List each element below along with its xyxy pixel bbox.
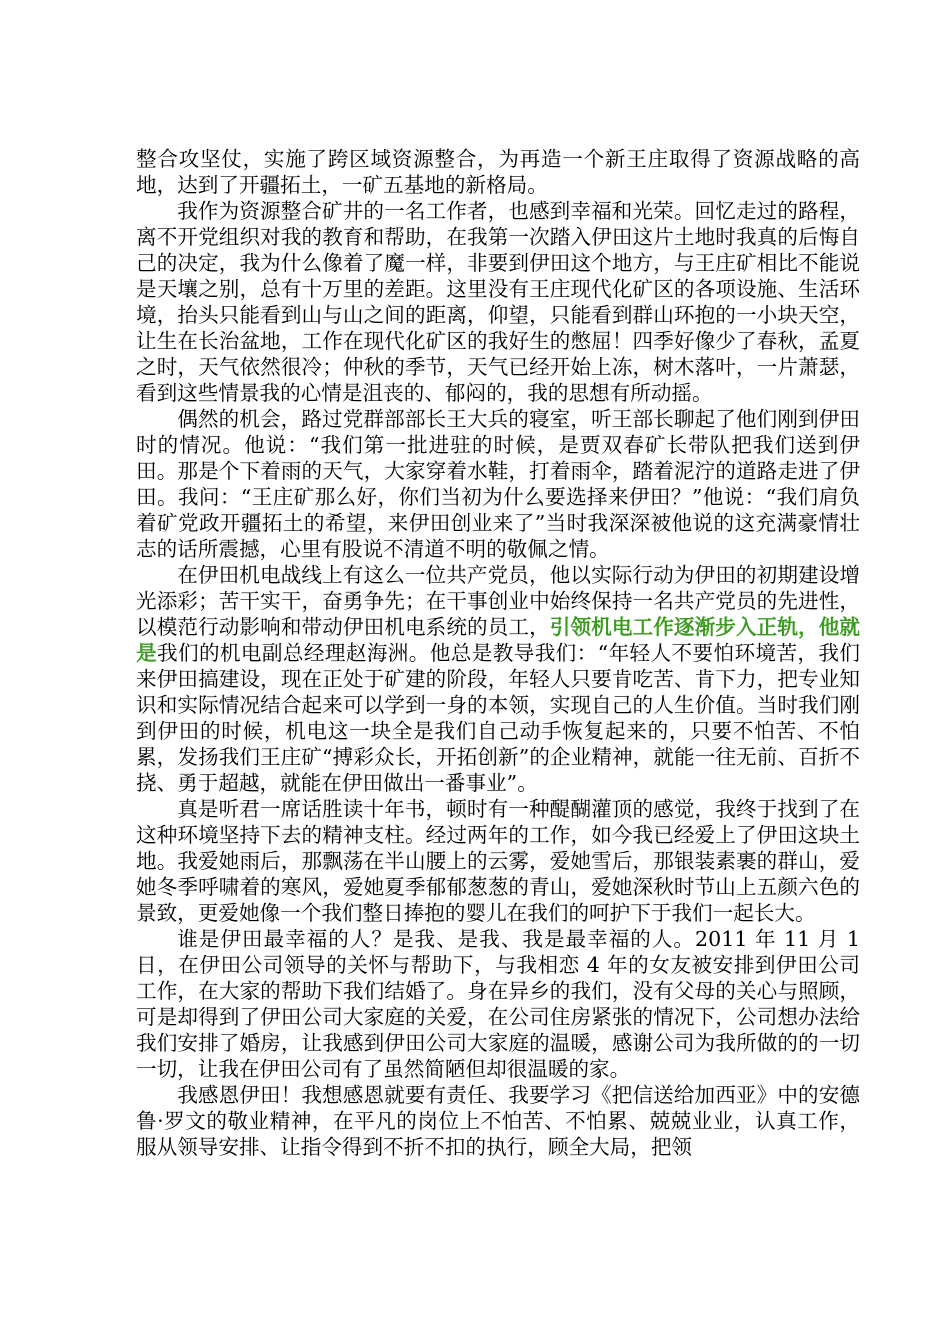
paragraph-5: 真是听君一席话胜读十年书，顿时有一种醍醐灌顶的感觉，我终于找到了在这种环境坚持下去的精神支柱。经过两年的工作，如今我已经爱上了伊田这块土地。我爱她雨后，那飘荡在半山腰上的云雾，爱她雪后，那银装素裹的群山，爱她冬季呼啸着的寒风，爱她夏季郁郁葱葱的青山，爱她深秋时节山上五颜六色的景致，更爱她像一个我们整日捧抱的婴儿在我们的呵护下于我们一起长大。 <box>136 797 860 925</box>
document-body <box>136 146 860 1160</box>
paragraph-2: 我作为资源整合矿井的一名工作者，也感到幸福和光荣。回忆走过的路程，离不开党组织对我的教育和帮助，在我第一次踏入伊田这片土地时我真的后悔自己的决定，我为什么像着了魔一样，非要到伊田这个地方，与王庄矿相比不能说是天壤之别，总有十万里的差距。这里没有王庄现代化矿区的各项设施、生活环境，抬头只能看到山与山之间的距离，仰望，只能看到群山环抱的一小块天空，让生在长治盆地，工作在现代化矿区的我好生的憋屈！四季好像少了春秋，孟夏之时，天气依然很冷；仲秋的季节，天气已经开始上冻，树木落叶，一片萧瑟，看到这些情景我的心情是沮丧的、郁闷的，我的思想有所动摇。 <box>136 199 860 405</box>
paragraph-6: 谁是伊田最幸福的人？是我、是我、我是最幸福的人。2011 年 11 月 1 日，在伊田公司领导的关怀与帮助下，与我相恋 4 年的女友被安排到伊田公司工作，在大家的帮助下我们结婚了。身在异乡的我们，没有父母的关心与照顾，可是却得到了伊田公司大家庭的关爱，在公司住房紧张的情况下，公司想办法给我们安排了婚房，让我感到伊田公司大家庭的温暖，感谢公司为我所做的的一切一切，让我在伊田公司有了虽然简陋但却很温暖的家。 <box>136 927 860 1081</box>
paragraph-3: 偶然的机会，路过党群部部长王大兵的寝室，听王部长聊起了他们刚到伊田时的情况。他说：“我们第一批进驻的时候，是贾双春矿长带队把我们送到伊田。那是个下着雨的天气，大家穿着水鞋，打着雨伞，踏着泥泞的道路走进了伊田。我问：“王庄矿那么好，你们当初为什么要选择来伊田？”他说：“我们肩负着矿党政开疆拓土的希望，来伊田创业来了”当时我深深被他说的这充满豪情壮志的话所震撼，心里有股说不清道不明的敬佩之情。 <box>136 407 860 561</box>
paragraph-4-text-before: 在伊田机电战线上有这么一位共产党员，他以实际行动为伊田的初期建设增光添彩；苦干实干，奋勇争先；在干事创业中始终保持一名共产党员的先进性，以模范行动影响和带动伊田机电系统的员工， <box>136 563 860 639</box>
paragraph-1: 整合攻坚仗，实施了跨区域资源整合，为再造一个新王庄取得了资源战略的高地，达到了开疆拓土，一矿五基地的新格局。 <box>136 147 860 197</box>
paragraph-7: 我感恩伊田！我想感恩就要有责任、我要学习《把信送给加西亚》中的安德鲁·罗文的敬业精神，在平凡的岗位上不怕苦、不怕累、兢兢业业，认真工作，服从领导安排、让指令得到不折不扣的执行，顾全大局，把领 <box>136 1083 860 1159</box>
paragraph-4 <box>136 562 860 796</box>
paragraph-4-highlight: 引领机电工作逐渐步入正轨，他就是 <box>136 615 861 665</box>
paragraph-4-text-after: 我们的机电副总经理赵海洲。他总是教导我们：“年轻人不要怕环境苦，我们来伊田搞建设，现在正处于矿建的阶段，年轻人只要肯吃苦、肯下力，把专业知识和实际情况结合起来可以学到一身的本领，实现自己的人生价值。当时我们刚到伊田的时候，机电这一块全是我们自己动手恢复起来的，只要不怕苦、不怕累，发扬我们王庄矿“搏彩众长，开拓创新”的企业精神，就能一往无前、百折不挠、勇于超越，就能在伊田做出一番事业”。 <box>136 641 860 795</box>
